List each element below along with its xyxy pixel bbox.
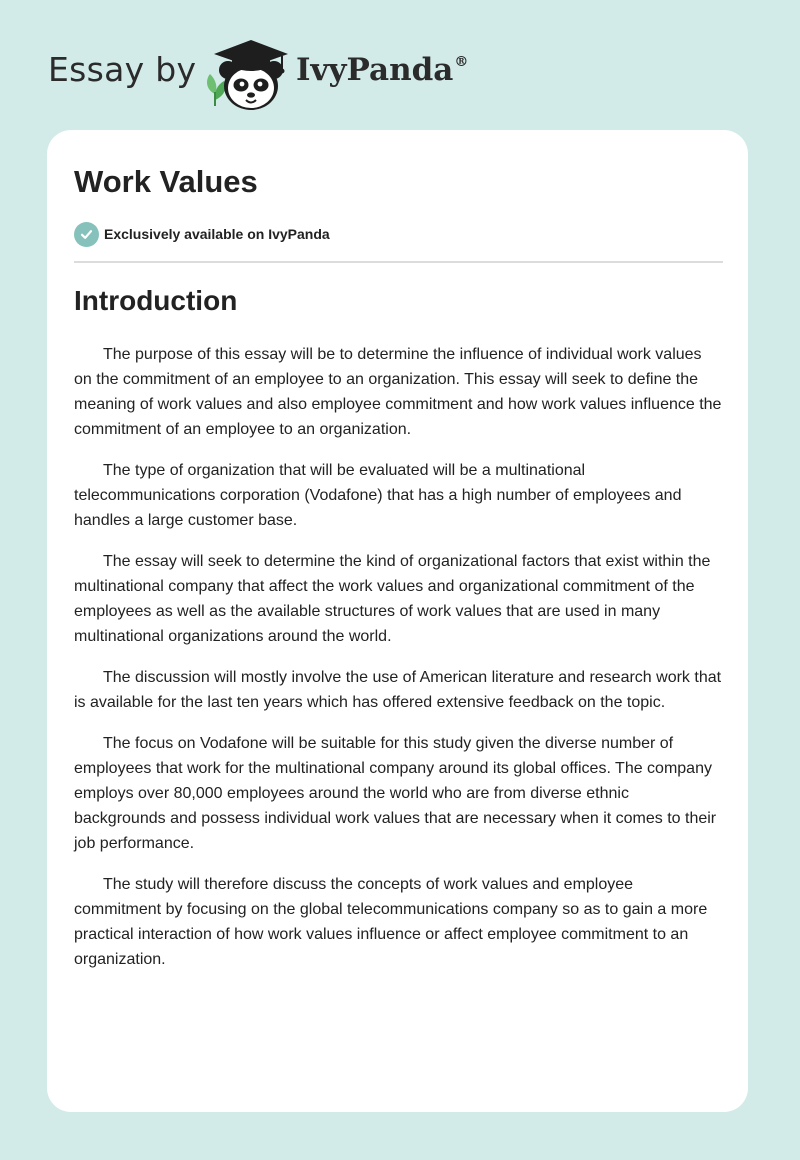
section-heading: Introduction: [74, 285, 238, 316]
title-divider: [74, 261, 723, 263]
essay-body: [74, 342, 723, 988]
availability-badge: [74, 221, 330, 247]
availability-label: Exclusively available on IvyPanda: [104, 226, 330, 242]
check-circle-icon: [74, 222, 99, 247]
brand-name: [296, 52, 468, 88]
paragraph: The type of organization that will be evaluated will be a multinational telecommunications corporation (Vodafone) that has a high number of employees and handles a large customer base.: [74, 462, 682, 529]
paragraph: The essay will seek to determine the kind of organizational factors that exist within the multinational company that affect the work values and organizational commitment of the employees as well as the available structures of work values that are used in many multinational organizations around the world.: [74, 553, 711, 645]
paragraph: The purpose of this essay will be to determine the influence of individual work values on the commitment of an employee to an organization. This essay will seek to define the meaning of work values and also employee commitment and how work values influence the commitment of an employee to an organization.: [74, 346, 722, 438]
paragraph: The discussion will mostly involve the use of American literature and research work that is available for the last ten years which has offered extensive feedback on the topic.: [74, 669, 722, 711]
registered-mark: ®: [454, 54, 469, 70]
brand-name-text: IvyPanda: [296, 52, 454, 88]
essay-title: Work Values: [74, 164, 258, 199]
panda-graduate-logo-icon[interactable]: [202, 34, 292, 114]
paragraph: The focus on Vodafone will be suitable for this study given the diverse number of employees that work for the multinational company around its global offices. The company employs over 80,000 employees around the world who are from diverse ethnic backgrounds and possess individual work values that are necessary when it comes to their job performance.: [74, 735, 717, 852]
site-header: [48, 34, 748, 114]
essay-by-label: Essay by: [48, 50, 197, 89]
paragraph: The study will therefore discuss the concepts of work values and employee commitment by focusing on the global telecommunications company so as to gain a more practical interaction of how work values influence or affect employee commitment to an organization.: [74, 876, 708, 968]
essay-card: [47, 130, 748, 1112]
